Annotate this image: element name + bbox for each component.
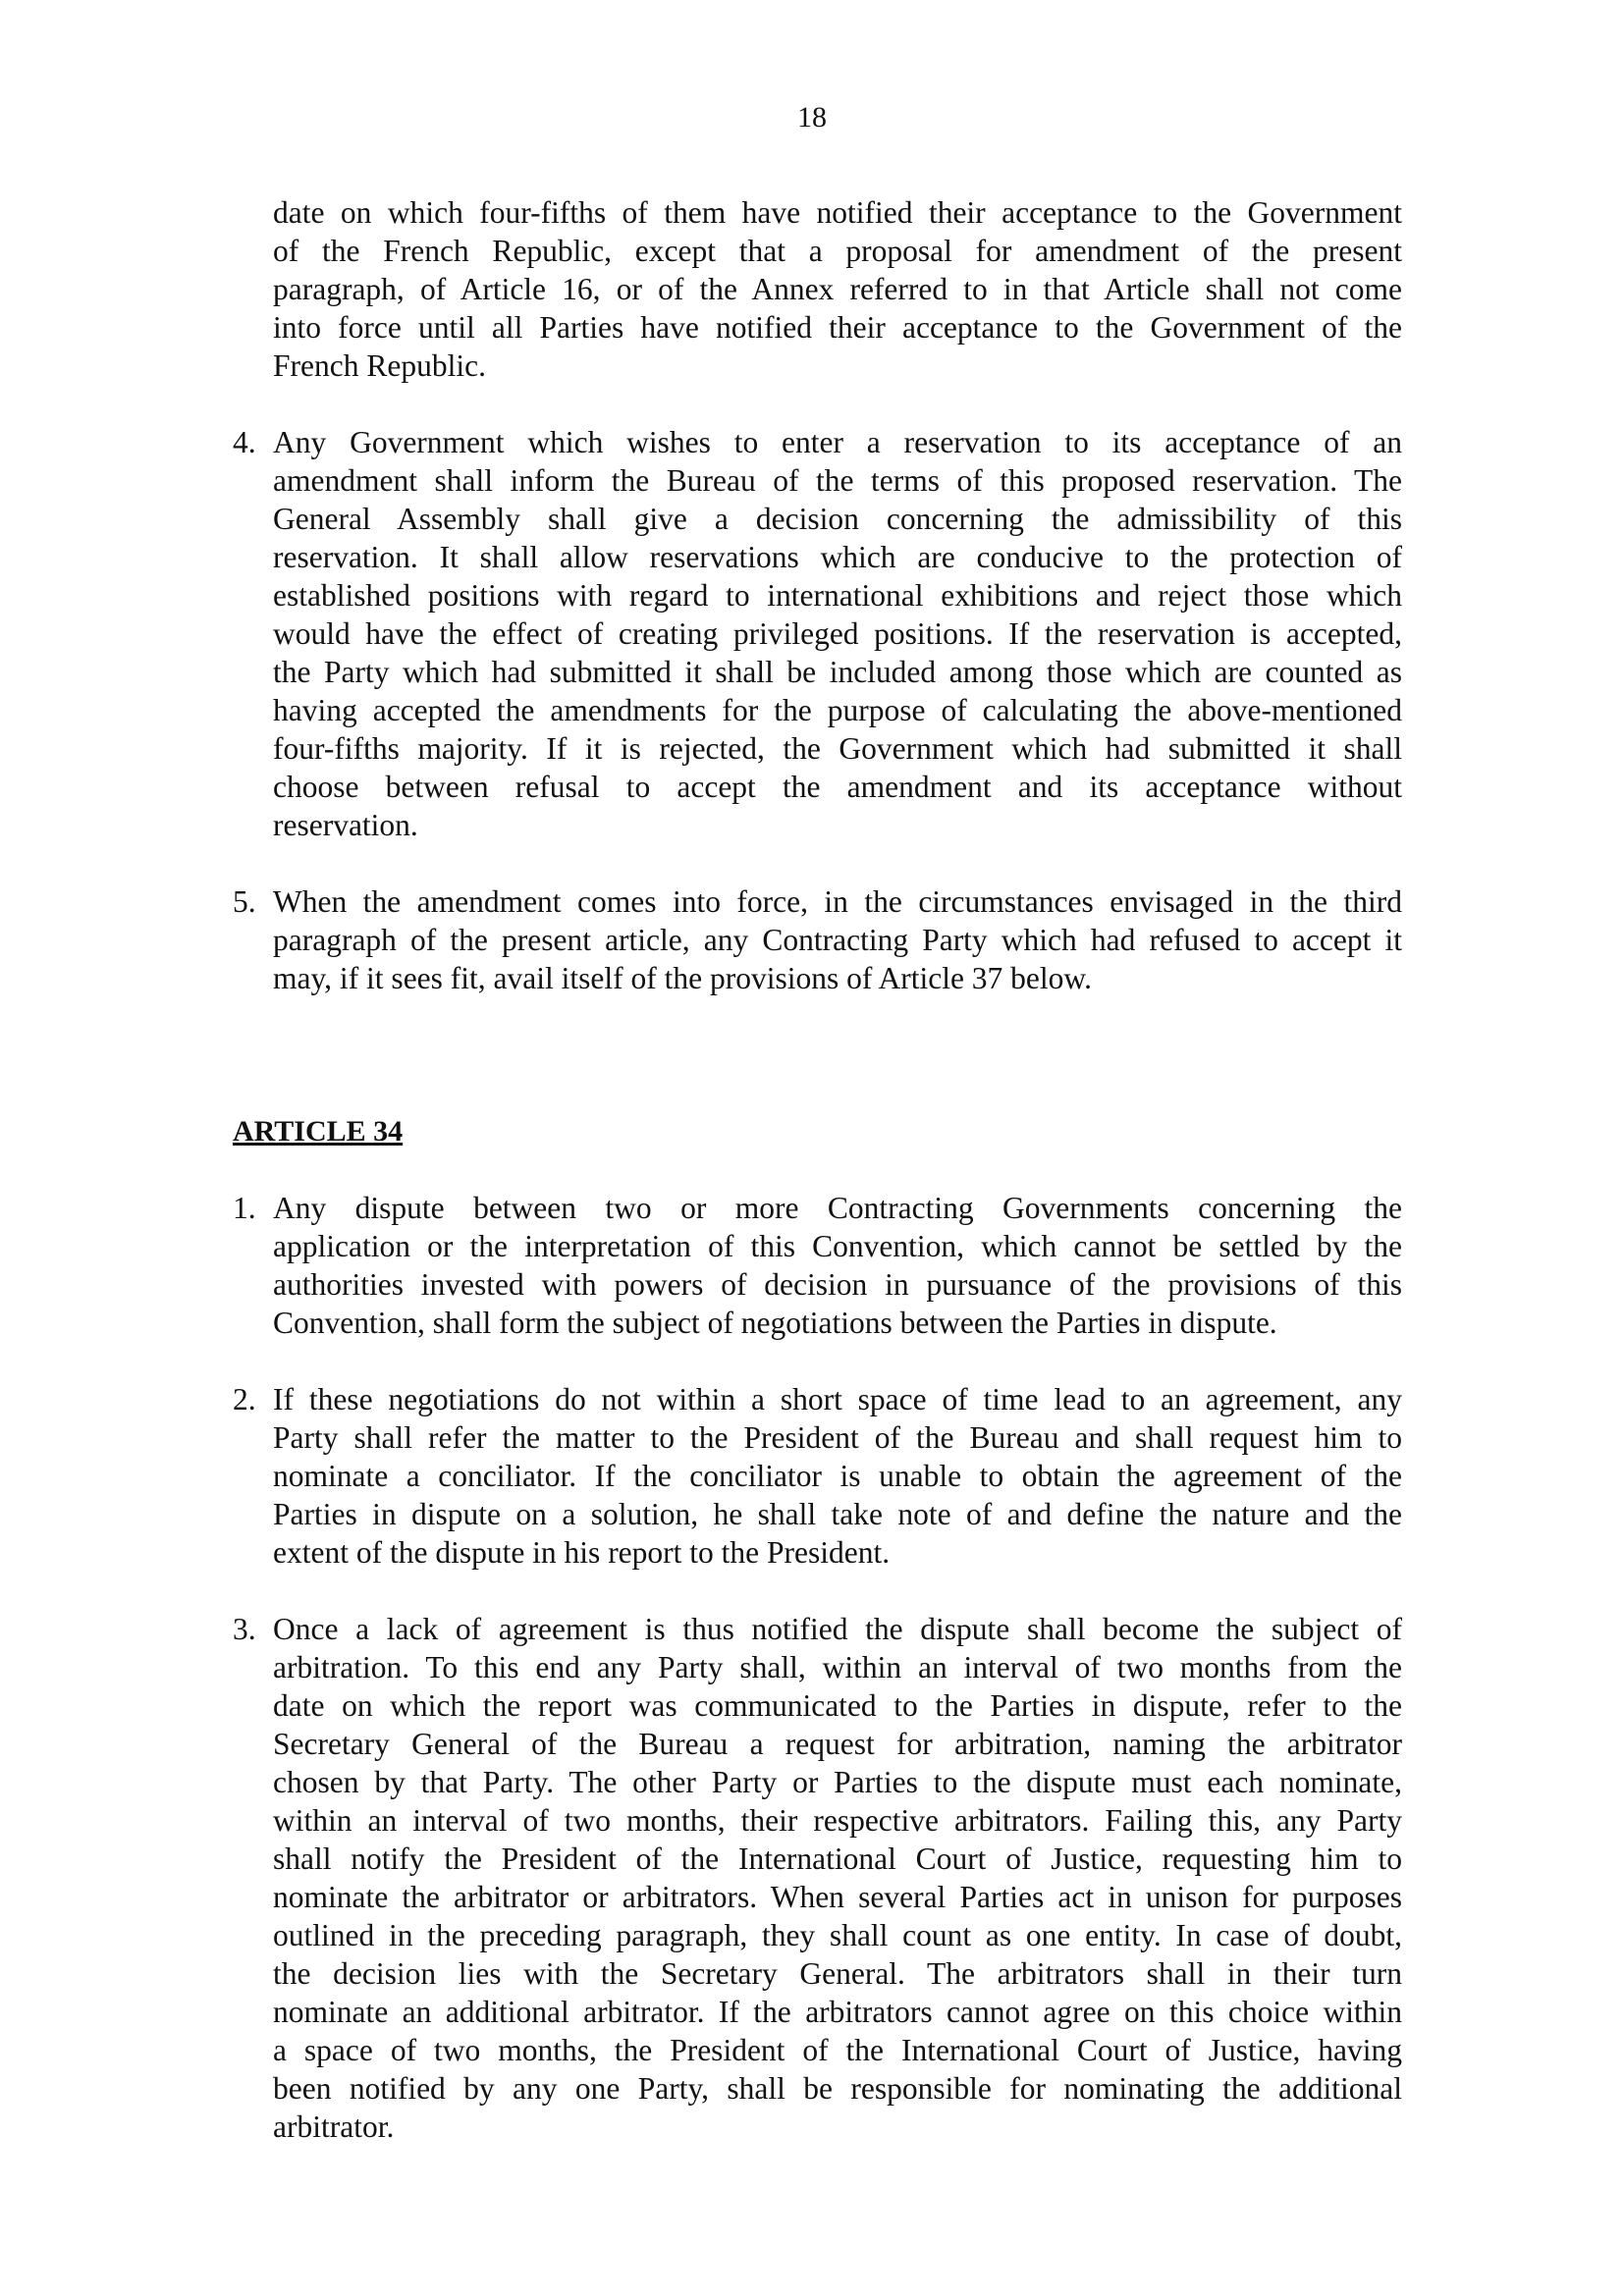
text-line: authorities invested with powers of decision in pursuance of the provisions of this — [273, 1267, 1402, 1302]
text-line: been notified by any one Party, shall be responsible for nominating the additional — [273, 2071, 1402, 2106]
text-line: nominate a conciliator. If the conciliator is unable to obtain the agreement of the — [273, 1459, 1402, 1493]
text-line: may, if it sees fit, avail itself of the provisions of Article 37 below. — [273, 961, 1092, 995]
text-line: chosen by that Party. The other Party or Parties to the dispute must each nominate, — [273, 1765, 1402, 1799]
text-line: Any Government which wishes to enter a reservation to its acceptance of an — [273, 425, 1402, 459]
text-line: reservation. It shall allow reservations which are conducive to the protection of — [273, 540, 1402, 574]
text-line: Convention, shall form the subject of negotiations between the Parties in dispute. — [273, 1306, 1277, 1340]
text-line: When the amendment comes into force, in the circumstances envisaged in the third — [273, 884, 1402, 919]
paragraph — [233, 882, 1402, 997]
text-line: Secretary General of the Bureau a request for arbitration, naming the arbitrator — [273, 1727, 1402, 1761]
paragraph-number: 2. — [233, 1382, 256, 1416]
text-line: reservation. — [273, 808, 418, 842]
text-line: paragraph of the present article, any Contracting Party which had refused to accept it — [273, 923, 1402, 957]
text-line: nominate the arbitrator or arbitrators. When several Parties act in unison for purposes — [273, 1880, 1402, 1914]
text-line: amendment shall inform the Bureau of the terms of this proposed reservation. The — [273, 463, 1402, 498]
text-line: the decision lies with the Secretary General. The arbitrators shall in their turn — [273, 1956, 1402, 1991]
text-line: extent of the dispute in his report to the President. — [273, 1535, 891, 1570]
text-line: shall notify the President of the International Court of Justice, requesting him to — [273, 1842, 1402, 1876]
page-number: 18 — [797, 101, 827, 133]
document-body — [233, 193, 1402, 2184]
text-line: into force until all Parties have notified their acceptance to the Government of the — [273, 310, 1402, 345]
text-line: arbitrator. — [273, 2109, 395, 2144]
text-line: outlined in the preceding paragraph, they shall count as one entity. In case of doubt, — [273, 1918, 1402, 1952]
text-line: Parties in dispute on a solution, he shall take note of and define the nature and the — [273, 1497, 1402, 1531]
text-line: If these negotiations do not within a short space of time lead to an agreement, any — [273, 1382, 1402, 1416]
text-line: choose between refusal to accept the amendment and its acceptance without — [273, 770, 1402, 804]
paragraph — [233, 1189, 1402, 1342]
text-line: would have the effect of creating privileged positions. If the reservation is accepted, — [273, 616, 1402, 651]
text-line: established positions with regard to international exhibitions and reject those which — [273, 578, 1402, 613]
text-line: Any dispute between two or more Contracting Governments concerning the — [273, 1191, 1402, 1225]
paragraph-number: 5. — [233, 884, 256, 919]
text-line: the Party which had submitted it shall be included among those which are counted as — [273, 655, 1402, 689]
text-line: nominate an additional arbitrator. If the arbitrators cannot agree on this choice within — [273, 1995, 1402, 2029]
text-line: paragraph, of Article 16, or of the Annex referred to in that Article shall not come — [273, 272, 1402, 306]
paragraph — [233, 1610, 1402, 2146]
paragraph — [233, 193, 1402, 385]
text-line: of the French Republic, except that a proposal for amendment of the present — [273, 234, 1402, 268]
text-line: having accepted the amendments for the purpose of calculating the above-mentioned — [273, 693, 1402, 727]
text-line: General Assembly shall give a decision concerning the admissibility of this — [273, 502, 1402, 536]
paragraph-number: 3. — [233, 1612, 256, 1646]
text-line: Once a lack of agreement is thus notified the dispute shall become the subject of — [273, 1612, 1402, 1646]
paragraph-number: 4. — [233, 425, 256, 459]
paragraph-number: 1. — [233, 1191, 256, 1225]
text-line: application or the interpretation of this Convention, which cannot be settled by the — [273, 1229, 1402, 1263]
paragraph — [233, 1380, 1402, 1572]
text-line: arbitration. To this end any Party shall, within an interval of two months from the — [273, 1650, 1402, 1684]
text-line: French Republic. — [273, 348, 486, 383]
text-line: Party shall refer the matter to the President of the Bureau and shall request him to — [273, 1420, 1402, 1455]
text-line: date on which the report was communicated to the Parties in dispute, refer to the — [273, 1688, 1402, 1723]
text-line: within an interval of two months, their respective arbitrators. Failing this, any Party — [273, 1803, 1402, 1838]
text-line: a space of two months, the President of the International Court of Justice, having — [273, 2033, 1402, 2067]
paragraph — [233, 423, 1402, 844]
article-heading: ARTICLE 34 — [233, 1115, 404, 1148]
text-line: four-fifths majority. If it is rejected, the Government which had submitted it shall — [273, 731, 1402, 766]
text-line: date on which four-fifths of them have notified their acceptance to the Government — [273, 195, 1402, 230]
